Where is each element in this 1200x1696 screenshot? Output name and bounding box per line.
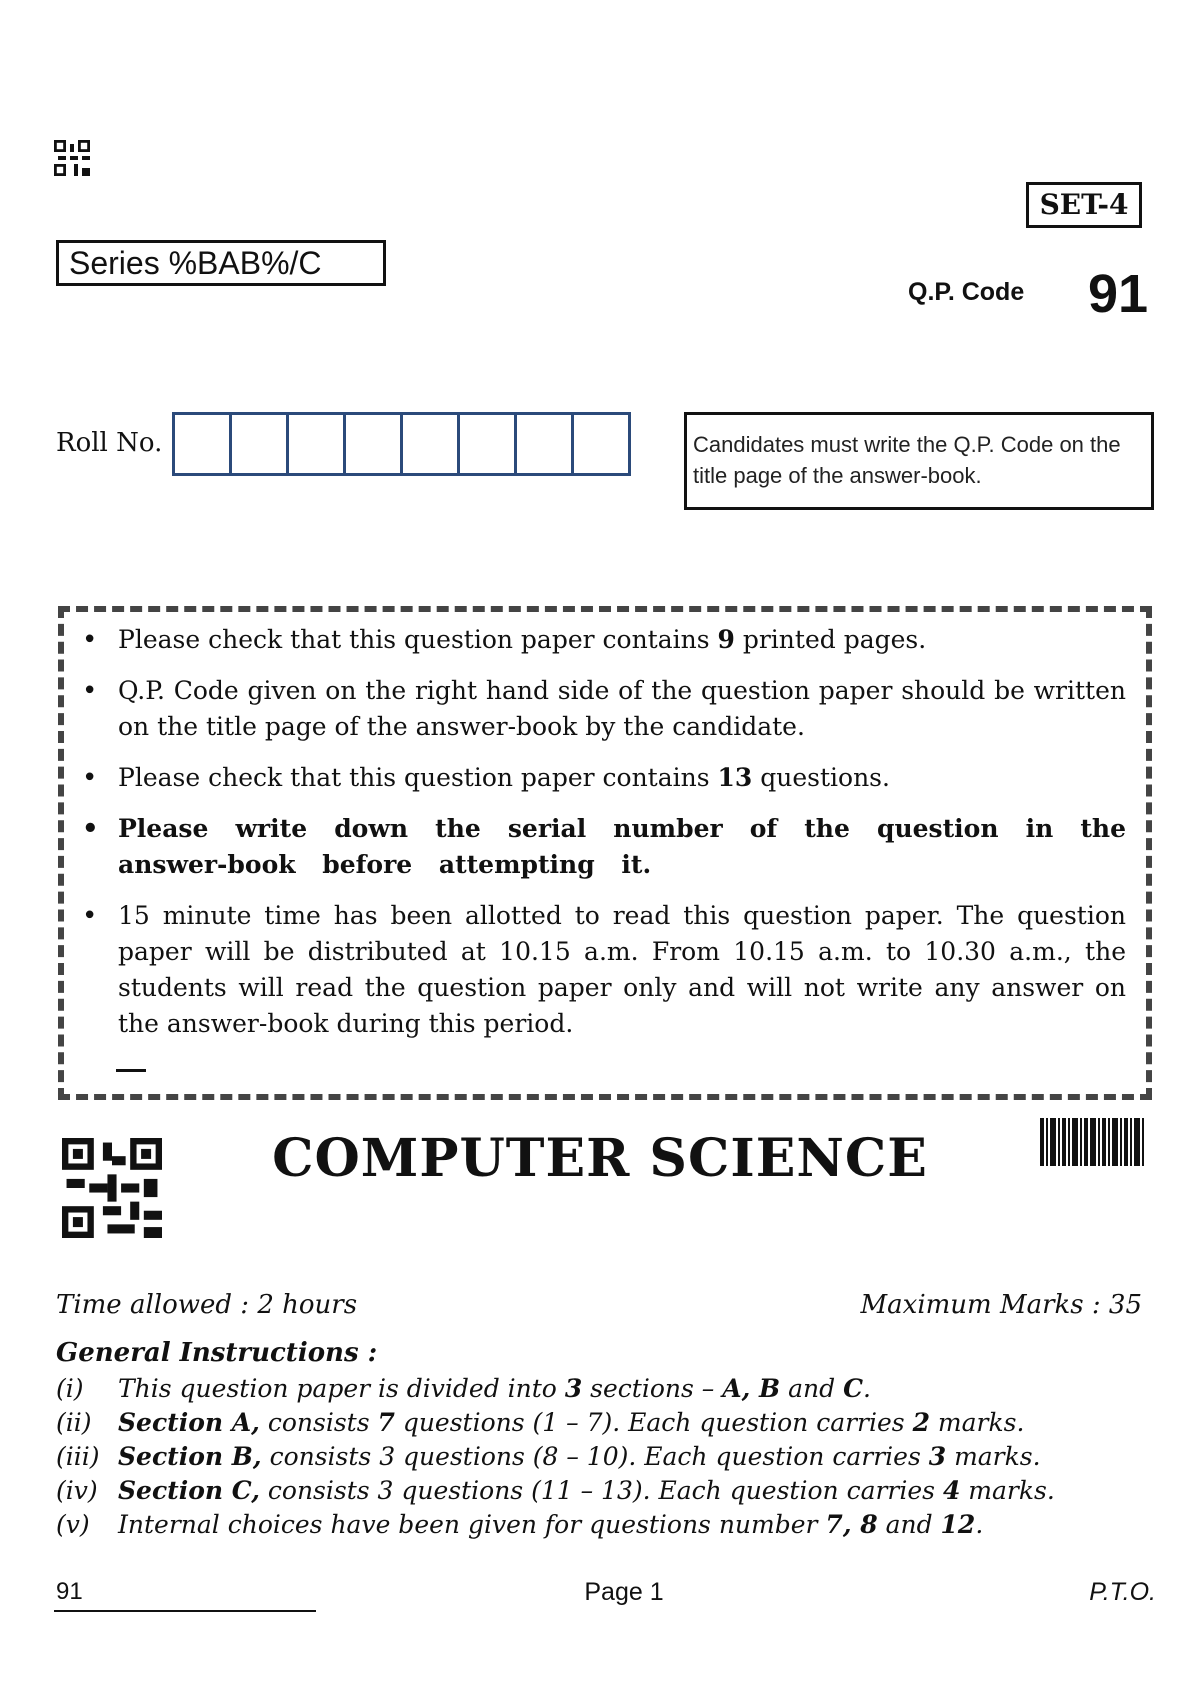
roll-number-box[interactable] — [403, 415, 460, 473]
candidate-note: Candidates must write the Q.P. Code on the title page of the answer-book. — [684, 412, 1154, 510]
footer-qp-code: 91 — [56, 1578, 83, 1605]
roll-number-boxes[interactable] — [172, 412, 631, 476]
general-instruction-item — [56, 1440, 1156, 1474]
general-instruction-item — [56, 1372, 1156, 1406]
general-instruction-item — [56, 1406, 1156, 1440]
instruction-item: • Please write down the serial number of the question in the answer-book before attempting it. — [76, 811, 1126, 883]
general-instructions-list — [56, 1372, 1156, 1542]
footer-underline — [54, 1610, 316, 1612]
instruction-item: • 15 minute time has been allotted to read this question paper. The question paper will be distributed at 10.15 a.m. From 10.15 a.m. to 10.30 a.m., the students will read the question paper only and will not write any answer on the answer-book during this period. — [76, 898, 1126, 1042]
roll-number-box[interactable] — [175, 415, 232, 473]
instruction-item: • Please check that this question paper contains 13 questions. — [76, 760, 1126, 796]
roll-number-box[interactable] — [574, 415, 628, 473]
general-instruction-item — [56, 1474, 1156, 1508]
divider — [116, 1069, 146, 1072]
general-instruction-number: (iii) — [56, 1442, 100, 1471]
series-label: Series %BAB%/C — [56, 240, 386, 286]
roll-number-box[interactable] — [346, 415, 403, 473]
general-instruction-item — [56, 1508, 1156, 1542]
general-instruction-text: Section B, consists 3 questions (8 – 10). Each question carries 3 marks. — [118, 1442, 1041, 1471]
general-instruction-number: (i) — [56, 1374, 84, 1403]
general-instruction-number: (v) — [56, 1510, 90, 1539]
instruction-item: • Please check that this question paper contains 9 printed pages. — [76, 622, 1126, 658]
time-allowed: Time allowed : 2 hours — [56, 1290, 358, 1320]
pto-label: P.T.O. — [1089, 1578, 1156, 1606]
qr-code-small-icon — [54, 140, 90, 176]
general-instructions-title: General Instructions : — [56, 1338, 378, 1368]
general-instruction-text: Internal choices have been given for questions number 7, 8 and 12. — [118, 1510, 984, 1539]
roll-number-box[interactable] — [232, 415, 289, 473]
qp-code-label: Q.P. Code — [908, 278, 1025, 306]
instructions-list — [76, 622, 1126, 1057]
roll-number-box[interactable] — [289, 415, 346, 473]
general-instruction-number: (ii) — [56, 1408, 92, 1437]
page-number: Page 1 — [584, 1578, 664, 1606]
roll-number-label: Roll No. — [56, 428, 163, 458]
general-instruction-number: (iv) — [56, 1476, 98, 1505]
general-instruction-text: This question paper is divided into 3 sections – A, B and C. — [118, 1374, 871, 1403]
qp-code: 91 — [1088, 264, 1149, 324]
instruction-item: • Q.P. Code given on the right hand side of the question paper should be written on the title page of the answer-book by the candidate. — [76, 673, 1126, 745]
roll-number-box[interactable] — [460, 415, 517, 473]
roll-number-box[interactable] — [517, 415, 574, 473]
set-label: SET-4 — [1026, 182, 1142, 228]
general-instruction-text: Section C, consists 3 questions (11 – 13). Each question carries 4 marks. — [118, 1476, 1055, 1505]
maximum-marks: Maximum Marks : 35 — [860, 1290, 1142, 1320]
general-instruction-text: Section A, consists 7 questions (1 – 7). Each question carries 2 marks. — [118, 1408, 1025, 1437]
subject-title: COMPUTER SCIENCE — [272, 1128, 928, 1189]
